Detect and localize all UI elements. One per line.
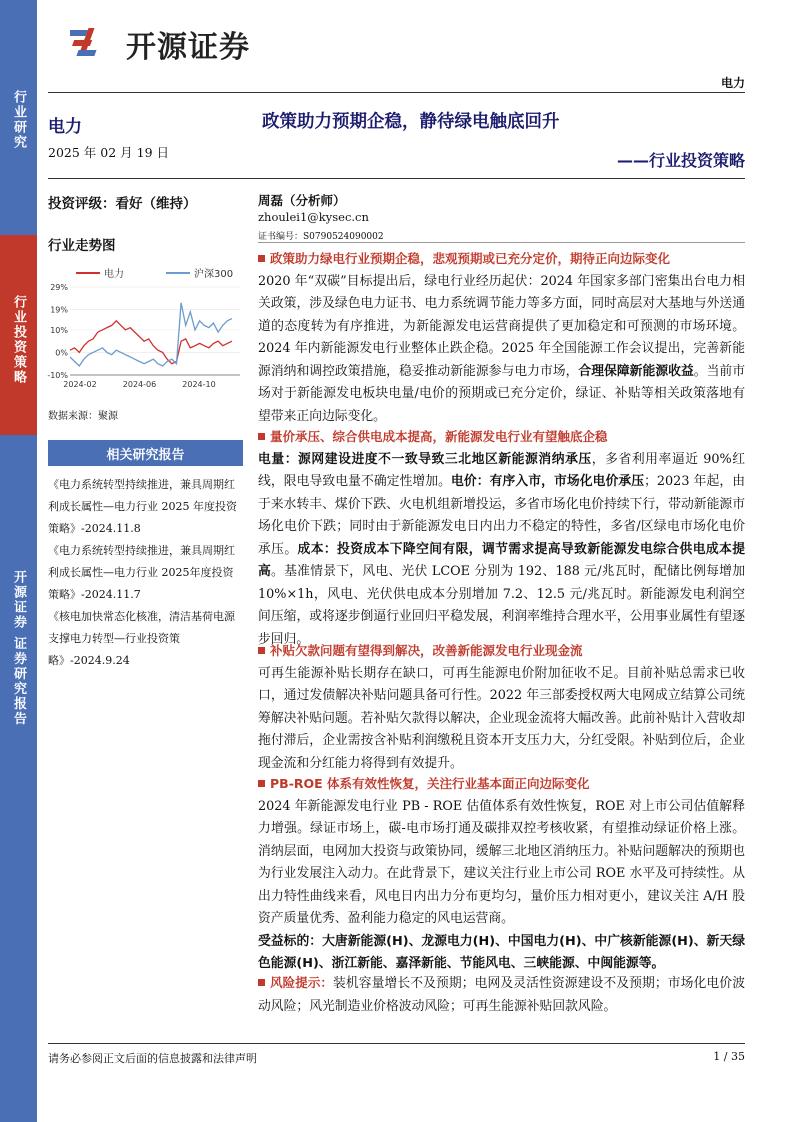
header-divider xyxy=(48,92,745,93)
section-2 xyxy=(258,426,745,651)
section-4 xyxy=(258,773,745,976)
analyst-name: 周磊（分析师） xyxy=(258,193,346,208)
brand-mark-icon xyxy=(70,24,118,64)
related-item[interactable]: 《电力系统转型持续推进，兼具周期红利成长属性—电力行业 2025 年度投资策略》-2024.11.8 xyxy=(48,478,237,535)
x-tick-label: 2024-06 xyxy=(122,380,157,389)
sidebar-middle-label: 行业投资策略 xyxy=(11,295,26,385)
sidebar-top-label: 行业研究 xyxy=(11,90,26,150)
risk-heading: 风险提示： xyxy=(270,975,333,990)
sidebar-bottom xyxy=(0,570,37,727)
report-subtitle: ——行业投资策略 xyxy=(616,151,745,170)
section-paragraph: 2024 年新能源发电行业 PB - ROE 估值体系有效性恢复，ROE 对上市公司估值解释力增强。绿证市场上，碳-电市场打通及碳排双控考核收紧，有望推动绿证价格上涨。消纳层面，电网加大投资与政策协同，缓解三北地区消纳压力。补贴问题解决的预期也为行业发展注入动力。在此背景下，建议关注行业上市公司 ROE 水平及可持续性。从出力特性曲线来看，风电日内出力分布更均匀，量价压力相对更小，建议关注 A/H 股资产质量优秀、盈利能力稳定的风电运营商。 xyxy=(258,798,745,926)
y-tick-label: -10% xyxy=(47,371,68,380)
related-item[interactable]: 《电力系统转型持续推进，兼具周期红利成长属性—电力行业 2025年度投资策略》-2024.11.7 xyxy=(48,544,235,601)
bullet-icon xyxy=(258,255,265,262)
risk-section xyxy=(258,972,745,1018)
report-date: 2025 年 02 月 19 日 xyxy=(48,145,169,160)
section-heading: PB-ROE 体系有效性恢复，关注行业基本面正向边际变化 xyxy=(270,776,590,791)
section-paragraph: 可再生能源补贴长期存在缺口，可再生能源电价附加征收不足。目前补贴总需求已收口，通过发债解决补贴问题具备可行性。2022 年三部委授权两大电网成立结算公司统筹解决补贴问题。若补贴欠款得以解决，企业现金流将大幅改善。此前补贴计入营收却拖付滞后，企业需按含补贴利润缴税且资本开支压力大，分红受限。补贴到位后，企业现金流和分红能力将得到有效提升。 xyxy=(258,665,745,771)
section-1 xyxy=(258,248,745,428)
footer-divider xyxy=(48,1043,745,1044)
beneficiaries: 受益标的：大唐新能源(H)、龙源电力(H)、中国电力(H)、中广核新能源(H)、新天绿色能源(H)、浙江新能、嘉泽新能、节能风电、三峡能源、中闽能源等。 xyxy=(258,933,745,971)
trend-title: 行业走势图 xyxy=(48,238,116,254)
sidebar-bottom-label: 开源证券 证券研究报告 xyxy=(11,570,26,727)
bullet-icon xyxy=(258,780,265,787)
related-header: 相关研究报告 xyxy=(48,440,243,466)
x-tick-label: 2024-10 xyxy=(182,380,216,389)
sidebar-top xyxy=(0,60,37,235)
page-number: 1 / 35 xyxy=(713,1050,745,1063)
section-paragraph: 电量：源网建设进度不一致导致三北地区新能源消纳承压，多省利用率逼近 90%红线，限电导致电量不确定性增加。电价：有序入市，市场化电价承压；2023 年起，由于来水转丰、煤价下跌、火电机组新增投运，多省市场化电价持续下行，带动新能源市场化电价下跌；同时由于新能源发电日内出力不稳定的特性，多省/区绿电市场化电价承压。成本：投资成本下降空间有限，调节需求提高导致新能源发电综合供电成本提高。基准情景下，风电、光伏 LCOE 分别为 192、188 元/兆瓦时，配储比例每增加 10%×1h，风电、光伏供电成本分别增加 7.2、12.5 元/兆瓦时。新能源发电利润空间压缩，或将逐步倒逼行业回归平稳发展，利润率维持合理水平，公用事业属性有望逐步回归。 xyxy=(258,451,746,647)
y-tick-label: 29% xyxy=(50,283,68,292)
header-sector: 电力 xyxy=(720,76,745,90)
title-divider xyxy=(48,178,745,179)
analyst-divider xyxy=(258,242,745,243)
related-item[interactable]: 《核电加快常态化核准，清洁基荷电源支撑电力转型—行业投资策略》-2024.9.24 xyxy=(48,610,235,667)
bullet-icon xyxy=(258,979,265,986)
series-line xyxy=(70,303,232,366)
sector-title: 电力 xyxy=(48,117,82,137)
section-heading: 补贴欠款问题有望得到解决，改善新能源发电行业现金流 xyxy=(270,643,583,658)
footer-disclaimer[interactable]: 请务必参阅正文后面的信息披露和法律声明 xyxy=(48,1052,257,1065)
brand-logo xyxy=(70,22,250,66)
bullet-icon xyxy=(258,433,265,440)
bullet-icon xyxy=(258,647,265,654)
x-tick-label: 2024-02 xyxy=(63,380,97,389)
analyst-email[interactable]: zhoulei1@kysec.cn xyxy=(258,210,369,224)
investment-rating: 投资评级：看好（维持） xyxy=(48,196,197,212)
chart-source: 数据来源：聚源 xyxy=(48,411,118,422)
analyst-cert: 证书编号：S0790524090002 xyxy=(258,232,384,242)
section-heading: 量价承压、综合供电成本提高，新能源发电行业有望触底企稳 xyxy=(270,429,608,444)
y-tick-label: 0% xyxy=(55,348,68,358)
trend-chart xyxy=(44,265,244,400)
legend-label: 电力 xyxy=(104,269,124,280)
report-title: 政策助力预期企稳，静待绿电触底回升 xyxy=(262,112,560,132)
section-paragraph: 2020 年“双碳”目标提出后，绿电行业经历起伏：2024 年国家多部门密集出台电力相关政策，涉及绿色电力证书、电力系统调节能力等多方面，同时高层对大基地与外送通道的态度转为有序推进，为新能源发电运营商提供了更加稳定和可预测的市场环境。2024 年内新能源发电行业整体止跌企稳。2025 年全国能源工作会议提出，完善新能源消纳和调控政策措施，稳妥推动新能源参与电力市场，合理保障新能源收益。当前市场对于新能源发电板块电量/电价的预期或已充分定价，绿证、补贴等相关政策落地有望带来正向边际变化。 xyxy=(258,273,746,424)
section-3 xyxy=(258,640,745,775)
legend-label: 沪深300 xyxy=(194,269,234,280)
related-list xyxy=(48,474,244,672)
sidebar-middle xyxy=(0,235,37,435)
y-tick-label: 10% xyxy=(50,325,68,335)
section-heading: 政策助力绿电行业预期企稳，悲观预期或已充分定价，期待正向边际变化 xyxy=(270,251,671,266)
risk-text: 装机容量增长不及预期；电网及灵活性资源建设不及预期；市场化电价波动风险；风光制造业价格波动风险；可再生能源补贴回款风险。 xyxy=(258,976,745,1014)
y-tick-label: 19% xyxy=(50,305,68,315)
brand-name: 开源证券 xyxy=(126,30,250,65)
